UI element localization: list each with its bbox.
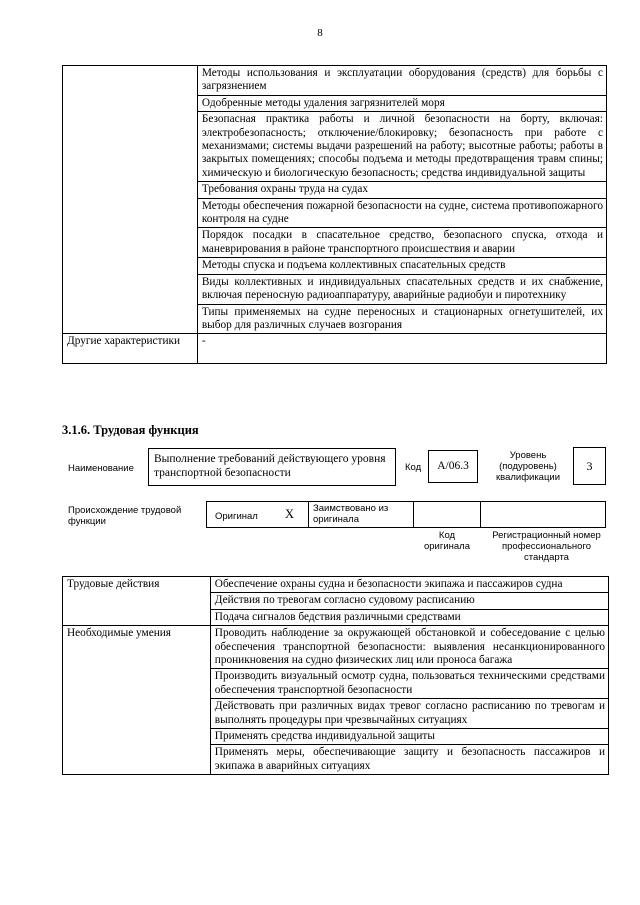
table-cell: Действовать при различных видах тревог согласно расписанию по тревогам и выполнять процедуры при чрезвычайных ситуациях: [210, 699, 608, 729]
level-label: Уровень (подуровень) квалификации: [495, 450, 561, 483]
table-cell: Применять меры, обеспечивающие защиту и безопасность пассажиров и экипажа в аварийных ситуациях: [210, 745, 608, 775]
divider: [413, 501, 414, 528]
page-number: 8: [317, 27, 323, 39]
origin-label: Происхождение трудовой функции: [68, 505, 182, 527]
divider: [480, 501, 481, 528]
table-cell: Обеспечение охраны судна и безопасности экипажа и пассажиров судна: [210, 577, 608, 593]
original-mark: X: [285, 507, 295, 521]
table-cell: Одобренные методы удаления загрязнителей моря: [197, 95, 606, 111]
table-row: [63, 626, 609, 669]
function-name-box: Выполнение требований действующего уровня транспортной безопасности: [148, 448, 396, 486]
code-original-caption: Код оригинала: [423, 530, 470, 552]
table-cell: Виды коллективных и индивидуальных спасательных средств и их снабжение, включая переносную радиоаппаратуру, аварийные радиобуи и пиротехнику: [197, 274, 606, 304]
table-cell: Порядок посадки в спасательное средство, безопасного спуска, отхода и маневрирования в районе транспортного происшествия и аварии: [197, 228, 606, 258]
actions-label: Трудовые действия: [63, 577, 211, 626]
table-cell: Методы использования и эксплуатации оборудования (средств) для борьбы с загрязнением: [197, 66, 606, 96]
name-label: Наименование: [68, 463, 134, 474]
borrowed-label: Заимствовано из оригинала: [313, 503, 389, 525]
table-cell: Методы спуска и подъема коллективных спасательных средств: [197, 258, 606, 274]
other-characteristics-label: Другие характеристики: [63, 334, 198, 364]
table-cell: Производить визуальный осмотр судна, пользоваться техническими средствами обеспечения транспортной безопасности: [210, 669, 608, 699]
original-label: Оригинал: [215, 511, 258, 522]
reg-number-caption: Регистрационный номер профессионального стандарта: [492, 530, 601, 563]
function-details-table: [62, 576, 609, 775]
table-cell: Применять средства индивидуальной защиты: [210, 729, 608, 745]
table-cell: Типы применяемых на судне переносных и стационарных огнетушителей, их выбор для различных случаев возгорания: [197, 304, 606, 334]
code-label: Код: [405, 462, 422, 473]
knowledge-table: [62, 65, 607, 364]
table-cell: Методы обеспечения пожарной безопасности на судне, система противопожарного контроля на судне: [197, 198, 606, 228]
table-cell: Проводить наблюдение за окружающей обстановкой и собеседование с целью обеспечения транспортной безопасности: выявления несанкционированного проникновения на судно физических лиц или проноса багажа: [210, 626, 608, 669]
section-heading: 3.1.6. Трудовая функция: [62, 423, 199, 437]
code-value-box: A/06.3: [428, 450, 478, 483]
table-row: [63, 66, 607, 96]
divider: [308, 501, 309, 528]
table-cell: Подача сигналов бедствия различными средствами: [210, 609, 608, 625]
table-cell: Требования охраны труда на судах: [197, 182, 606, 198]
table-row: [63, 577, 609, 593]
table-cell-empty: [63, 66, 198, 334]
level-value-box: 3: [573, 447, 606, 485]
skills-label: Необходимые умения: [63, 626, 211, 775]
table-row: [63, 334, 607, 364]
table-cell: Безопасная практика работы и личной безопасности на борту, включая: электробезопасность; отключение/блокировку; безопасность при работе с механизмами; системы выдачи разрешений на работу; высотные работы; работы в закрытых помещениях; способы подъема и методы предотвращения травм спины; химическую и биологическую безопасность; средства индивидуальной защиты: [197, 112, 606, 182]
table-cell: Действия по тревогам согласно судовому расписанию: [210, 593, 608, 609]
other-characteristics-value: -: [197, 334, 606, 364]
